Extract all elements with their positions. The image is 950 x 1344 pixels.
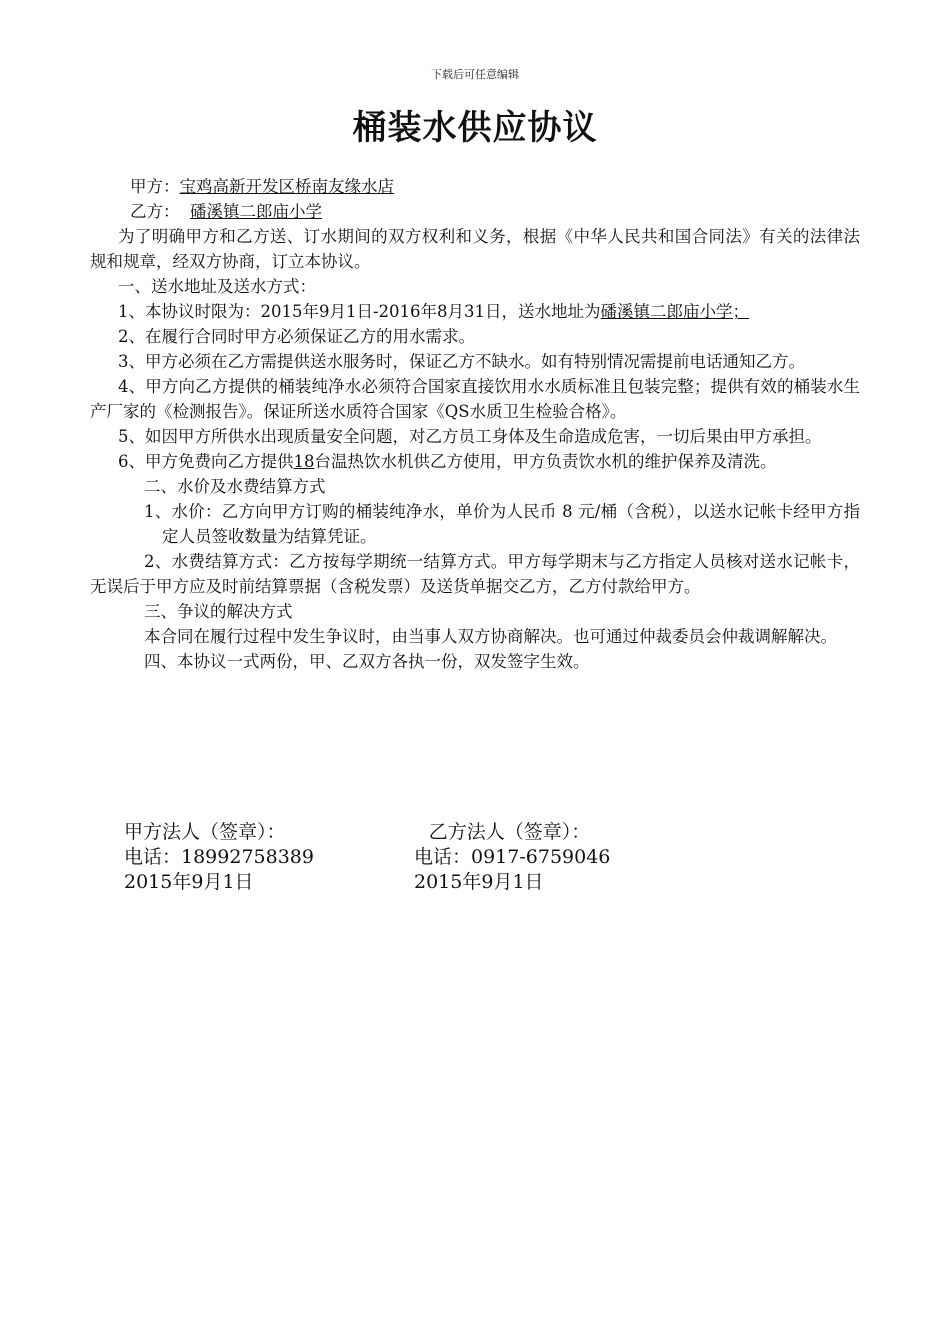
delivery-address: 磻溪镇二郎庙小学； xyxy=(600,302,750,321)
section2-heading: 二、水价及水费结算方式 xyxy=(144,477,326,496)
document-body xyxy=(90,174,860,674)
document-title: 桶装水供应协议 xyxy=(352,108,598,148)
intro-paragraph: 为了明确甲方和乙方送、订水期间的双方权利和义务，根据《中华人民共和国合同法》有关的法律法规和规章，经双方协商，订立本协议。 xyxy=(90,227,860,271)
party-a-name: 宝鸡高新开发区桥南友缘水店 xyxy=(179,177,394,196)
section1-item6-pre: 6、甲方免费向乙方提供 xyxy=(118,452,294,471)
section1-item6-post: 台温热饮水机供乙方使用，甲方负责饮水机的维护保养及清洗。 xyxy=(314,452,777,471)
party-a-signature: 甲方法人（签章）： xyxy=(124,821,286,843)
party-b-name: 磻溪镇二郎庙小学 xyxy=(190,202,322,221)
section2-item2: 2、水费结算方式：乙方按每学期统一结算方式。甲方每学期末与乙方指定人员核对送水记帐卡，无误后于甲方应及时前结算票据（含税发票）及送货单据交乙方，乙方付款给甲方。 xyxy=(90,552,860,596)
party-b-date: 2015年9月1日 xyxy=(414,871,544,893)
party-b-signature: 乙方法人（签章）： xyxy=(428,821,591,843)
section2-item1: 1、水价：乙方向甲方订购的桶装纯净水，单价为人民币 8 元/桶（含税），以送水记帐卡经甲方指定人员签收数量为结算凭证。 xyxy=(144,502,860,546)
header-note: 下载后可任意编辑 xyxy=(431,68,519,81)
party-b-label: 乙方： xyxy=(130,202,180,221)
section1-item2: 2、在履行合同时甲方必须保证乙方的用水需求。 xyxy=(118,327,475,346)
party-b-line xyxy=(90,199,860,224)
section3-heading: 三、争议的解决方式 xyxy=(144,602,293,621)
section1-item6 xyxy=(90,449,860,474)
section1-item1-text: 1、本协议时限为：2015年9月1日-2016年8月31日，送水地址为 xyxy=(118,302,601,321)
section4-text: 四、本协议一式两份，甲、乙双方各执一份，双发签字生效。 xyxy=(144,652,590,671)
party-a-label: 甲方： xyxy=(130,177,180,196)
party-a-date: 2015年9月1日 xyxy=(124,871,254,893)
party-a-line xyxy=(90,174,860,199)
section1-item1 xyxy=(90,299,860,324)
party-a-phone: 电话：18992758389 xyxy=(124,846,314,868)
signature-block xyxy=(124,820,844,895)
section1-item4: 4、甲方向乙方提供的桶装纯净水必须符合国家直接饮用水水质标准且包装完整；提供有效的桶装水生产厂家的《检测报告》。保证所送水质符合国家《QS水质卫生检验合格》。 xyxy=(90,377,860,421)
party-b-phone: 电话：0917-6759046 xyxy=(414,846,611,868)
section3-text: 本合同在履行过程中发生争议时，由当事人双方协商解决。也可通过仲裁委员会仲裁调解解决。 xyxy=(144,627,837,646)
section1-heading: 一、送水地址及送水方式： xyxy=(118,277,316,296)
section1-item5: 5、如因甲方所供水出现质量安全问题，对乙方员工身体及生命造成危害，一切后果由甲方承担。 xyxy=(118,427,822,446)
dispenser-count: 18 xyxy=(293,452,315,471)
section1-item3: 3、甲方必须在乙方需提供送水服务时，保证乙方不缺水。如有特别情况需提前电话通知乙方。 xyxy=(118,352,805,371)
